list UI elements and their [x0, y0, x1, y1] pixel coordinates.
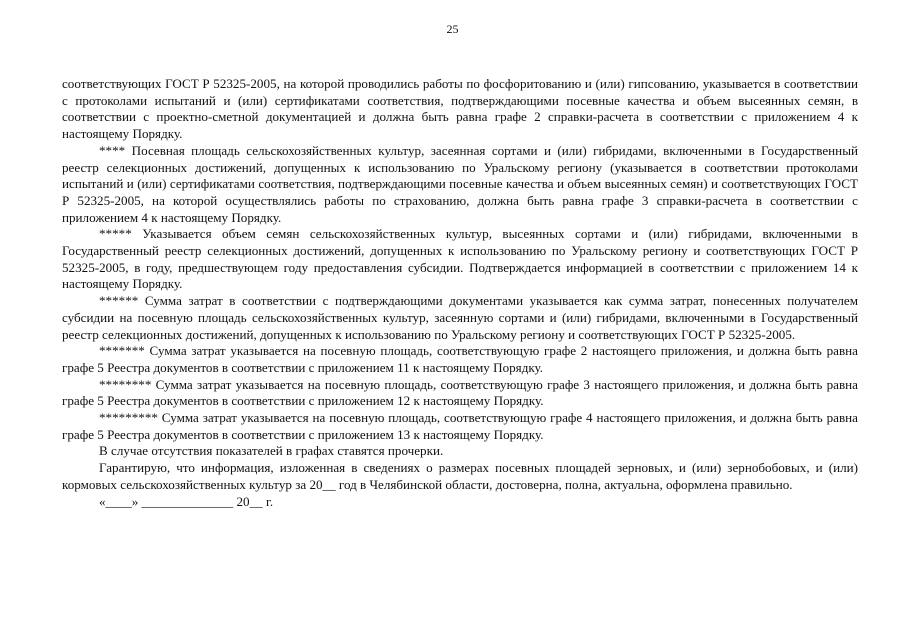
page-number: 25 [446, 22, 459, 36]
footnote-5-stars: ***** Указывается объем семян сельскохозяйственных культур, высеянных сортами и (или) гибридами, включенными в Государственный реестр селекционных достижений, допущенных к использованию по Уральскому региону и соответствующих ГОСТ Р 52325-2005, в году, предшествующем году предоставления субсидии. Подтверждается информацией в соответствии с приложением 14 к настоящему Порядку. [62, 226, 858, 292]
date-line: «____» ______________ 20__ г. [99, 493, 274, 509]
footnote-8-stars: ******** Сумма затрат указывается на посевную площадь, соответствующую графе 3 настоящего приложения, и должна быть равна графе 5 Реестра документов в соответствии с приложением 12 к настоящему Порядку. [62, 376, 858, 409]
footnote-7-stars: ******* Сумма затрат указывается на посевную площадь, соответствующую графе 2 настоящего приложения, и должна быть равна графе 5 Реестра документов в соответствии с приложением 11 к настоящему Порядку. [62, 343, 858, 375]
paragraph-continuation: соответствующих ГОСТ Р 52325-2005, на которой проводились работы по фосфоритованию и (или) гипсованию, указывается в соответствии с протоколами испытаний и (или) сертификатами соответствия, подтверждающими посевные качества и объем высеянных семян, в соответствии с проектно-сметной документацией и должна быть равна графе 2 справки-расчета в соответствии с приложением 4 к настоящему Порядку. [62, 76, 858, 142]
paragraph-guarantee: Гарантирую, что информация, изложенная в сведениях о размерах посевных площадей зерновых, и (или) зернобобовых, и (или) кормовых сельскохозяйственных культур за 20__ год в Челябинской области, достоверна, полна, актуальна, оформлена правильно. [62, 460, 858, 492]
footnote-9-stars: ********* Сумма затрат указывается на посевную площадь, соответствующую графе 4 настоящего приложения, и должна быть равна графе 5 Реестра документов в соответствии с приложением 13 к настоящему Порядку. [62, 410, 858, 442]
paragraph-missing-values: В случае отсутствия показателей в графах ставятся прочерки. [99, 443, 444, 459]
footnote-4-stars: **** Посевная площадь сельскохозяйственных культур, засеянная сортами и (или) гибридами, включенными в Государственный реестр селекционных достижений, допущенных к использованию по Уральскому региону (указывается в соответствии протоколами испытаний и (или) сертификатами соответствия, подтверждающими посевные качества и объем высеянных семян) и соответствующих ГОСТ Р 52325-2005, на которой осуществлялись работы по страхованию, должна быть равна графе 3 справки-расчета в соответствии с приложением 4 к настоящему Порядку. [62, 142, 858, 225]
footnote-6-stars: ****** Сумма затрат в соответствии с подтверждающими документами указывается как сумма затрат, понесенных получателем субсидии на посевную площадь сельскохозяйственных культур, засеянную сортами и (или) гибридами, включенными в Государственный реестр селекционных достижений, допущенных к использованию по Уральскому региону и соответствующих ГОСТ Р 52325-2005. [62, 293, 858, 342]
document-body [62, 76, 858, 510]
